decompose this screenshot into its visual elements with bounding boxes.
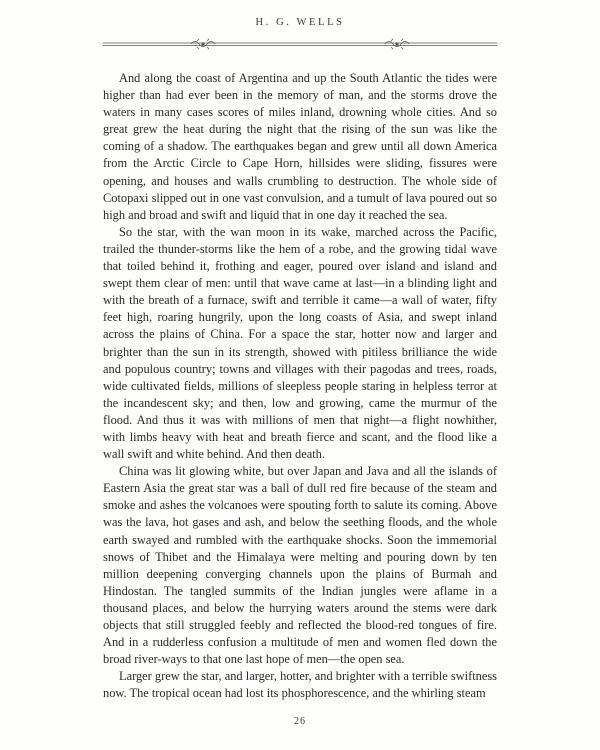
running-head: H. G. WELLS: [255, 17, 345, 28]
paragraph: So the star, with the wan moon in its wake, marched across the Pacific, trailed the thunder-storms like the hem of a robe, and the growing tidal wave that toiled behind it, frothing and eager, poured over island and island and swept them clear of men: until that wave came at last—in a blinding light and with the breath of a furnace, swift and terrible it came—a wall of water, fifty feet high, roaring hungrily, upon the long coasts of Asia, and swept inland across the plains of China. For a space the star, hotter now and larger and brighter than the sun in its strength, showed with pitiless brilliance the wide and populous country; towns and villages with their pagodas and trees, roads, wide cultivated fields, millions of sleepless people staring in helpless terror at the incandescent sky; and then, low and growing, came the murmur of the flood. And thus it was with millions of men that night—a flight nowhither, with limbs heavy with heat and breath fierce and scant, and the flood like a wall swift and white behind. And then death.: [103, 224, 497, 462]
rule-ornament-right: [385, 39, 409, 49]
paragraph: And along the coast of Argentina and up the South Atlantic the tides were higher than had ever been in the memory of man, and the storms drove the waters in many cases scores of miles inland, drowning whole cities. And so great grew the heat during the night that the rising of the sun was like the coming of a shadow. The earthquakes began and grew until all down America from the Arctic Circle to Cape Horn, hillsides were sliding, fissures were opening, and houses and walls crumbling to destruction. The whole side of Cotopaxi slipped out in one vast convulsion, and a tumult of lava poured out so high and broad and swift and liquid that in one day it reached the sea.: [103, 71, 497, 222]
paragraph: China was lit glowing white, but over Japan and Java and all the islands of Eastern Asia the great star was a ball of dull red fire because of the steam and smoke and ashes the volcanoes were spouting forth to salute its coming. Above was the lava, hot gases and ash, and below the seething floods, and the whole earth swayed and rumbled with the earthquake shocks. Soon the immemorial snows of Thibet and the Himalaya were melting and pouring down by ten million deepening converging channels upon the plains of Burmah and Hindostan. The tangled summits of the Indian jungles were aflame in a thousand places, and below the hurrying waters around the stems were dark objects that still struggled feebly and reflected the blood-red tongues of fire. And in a rudderless confusion a multitude of men and women fled down the broad river-ways to that one last hope of men—the open sea.: [103, 464, 497, 667]
ornamental-rule: [103, 38, 497, 50]
paragraph: Larger grew the star, and larger, hotter, and brighter with a terrible swiftness now. The tropical ocean had lost its phosphorescence, and the whirling steam: [103, 669, 497, 701]
body-text: [103, 70, 497, 702]
page-number: 26: [294, 716, 306, 727]
rule-ornament-left: [191, 39, 215, 49]
